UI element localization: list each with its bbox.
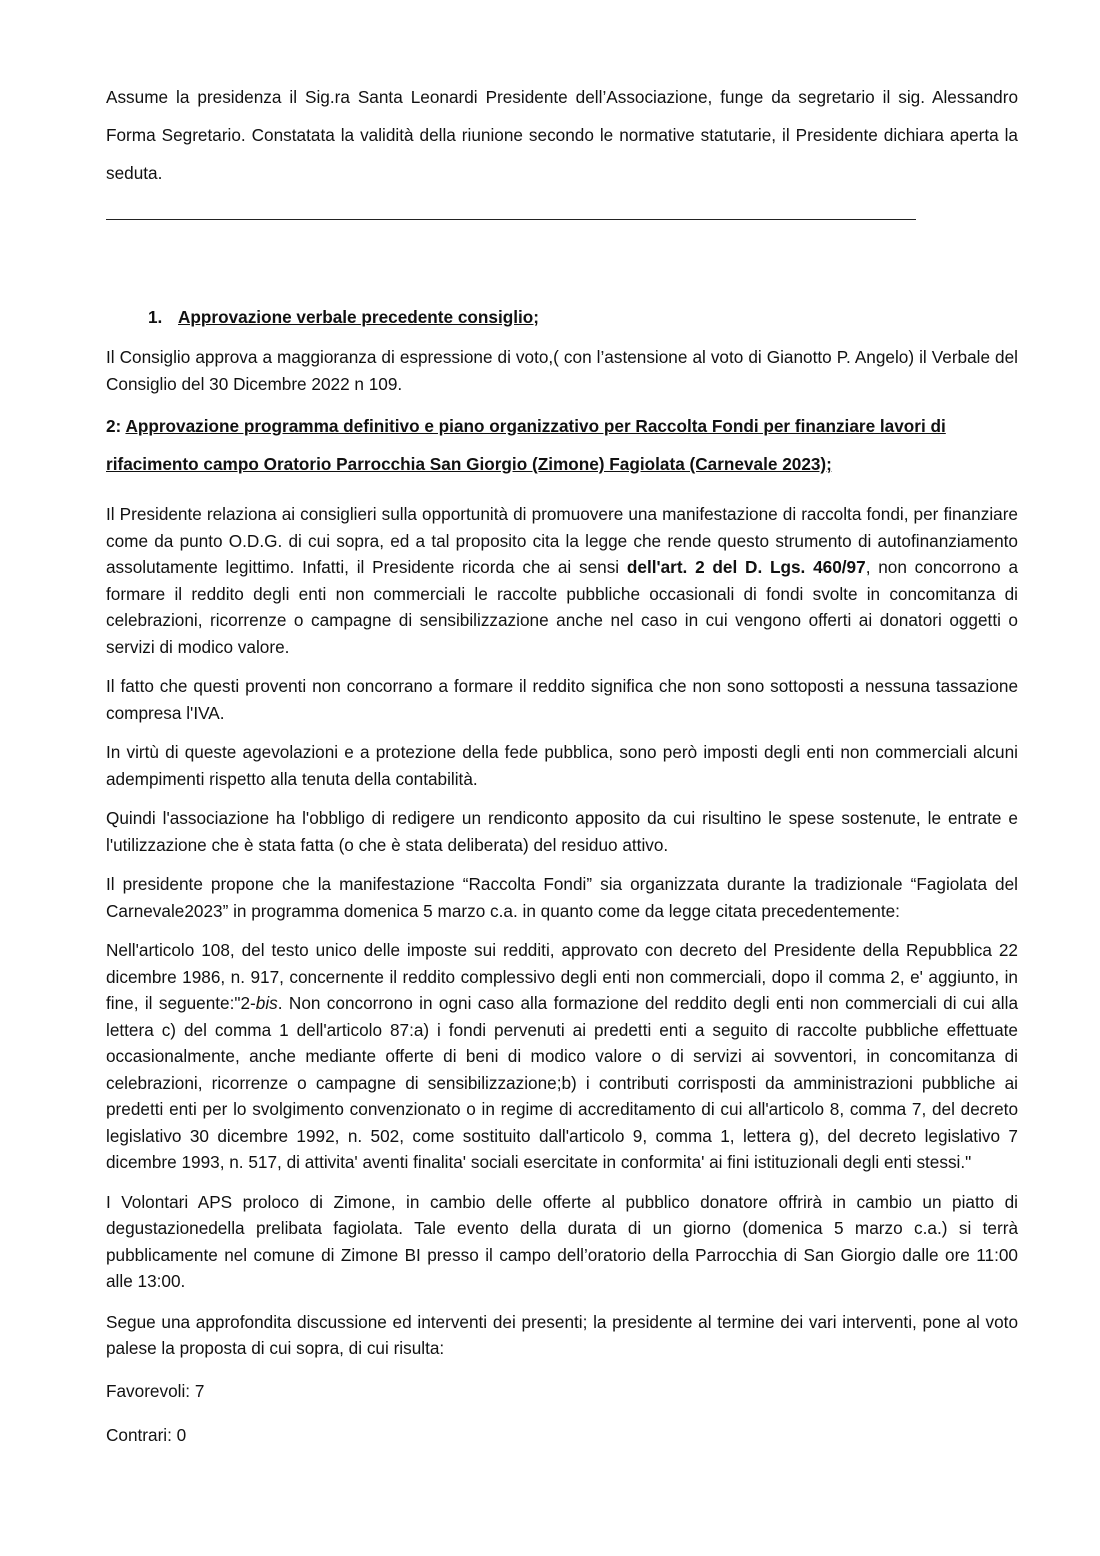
- votes-against: Contrari: 0: [106, 1424, 187, 1445]
- agenda-item-2-number: 2:: [106, 416, 122, 436]
- agenda-item-1-title: Approvazione verbale precedente consiglio;: [178, 307, 540, 327]
- paragraph-law-text: [106, 937, 1018, 1176]
- paragraph-legal-basis: [106, 501, 1018, 660]
- paragraph-accounting: Quindi l'associazione ha l'obbligo di redigere un rendiconto apposito da cui risultino le spese sostenute, le entrate e l'utilizzazione che è stata fatta (o che è stata deliberata) del residuo attivo.: [106, 808, 1018, 855]
- paragraph-legal-basis-start: Il Presidente relaziona ai consiglieri sulla opportunità di promuovere una manifestazione di raccolta fondi, per finanziare come da punto O.D.G. di cui sopra, ed a tal proposito cita la legge che rende questo strumento di autofinanziamento assolutamente legittimo. Infatti, il Presidente ricorda che ai sensi: [106, 504, 1018, 577]
- bis-italic: bis: [255, 993, 278, 1013]
- paragraph-event-details: I Volontari APS proloco di Zimone, in cambio delle offerte al pubblico donatore offrirà in cambio un piatto di degustazionedella prelibata fagiolata. Tale evento della durata di un giorno (domenica 5 marzo c.a.) si terrà pubblicamente nel comune di Zimone BI presso il campo dell’oratorio della Parrocchia di San Giorgio dalle ore 11:00 alle 13:00.: [106, 1191, 1018, 1291]
- law-reference: dell'art. 2 del D. Lgs. 460/97: [626, 557, 866, 577]
- paragraph-legal-basis-end: , non concorrono a formare il reddito degli enti non commerciali le raccolte pubbliche occasionali di fondi svolte in concomitanza di celebrazioni, ricorrenze o campagne di sensibilizzazione anche nel caso in cui vengono offerti ai donatori oggetti o servizi di modico valore.: [106, 557, 1019, 657]
- document-page: [106, 78, 1018, 1448]
- agenda-item-1-number: 1.: [148, 307, 163, 327]
- paragraph-proposal: Il presidente propone che la manifestazione “Raccolta Fondi” sia organizzata durante la tradizionale “Fagiolata del Carnevale2023” in programma domenica 5 marzo c.a. in quanto come da legge citata precedentemente:: [106, 874, 1018, 921]
- agenda-item-2-title: Approvazione programma definitivo e piano organizzativo per Raccolta Fondi per finanziare lavori di rifacimento campo Oratorio Parrocchia San Giorgio (Zimone) Fagiolata (Carnevale 2023);: [106, 416, 946, 474]
- paragraph-law-text-start: Nell'articolo 108, del testo unico delle imposte sui redditi, approvato con decreto del Presidente della Repubblica 22 dicembre 1986, n. 917, concernente il reddito complessivo degli enti non commerciali, dopo il comma 2, e' aggiunto, in fine, il seguente:"2-: [106, 940, 1018, 1013]
- agenda-item-2-heading: [106, 407, 1018, 483]
- paragraph-law-text-end: . Non concorrono in ogni caso alla formazione del reddito degli enti non commerciali di cui alla lettera c) del comma 1 dell'articolo 87:a) i fondi pervenuti ai predetti enti a seguito di raccolte pubbliche effettuate occasionalmente, anche mediante offerte di beni di modico valore o di servizi ai sovventori, in concomitanza di celebrazioni, ricorrenze o campagne di sensibilizzazione;b) i contributi corrisposti da amministrazioni pubbliche ai predetti enti per lo svolgimento convenzionato o in regime di accreditamento di cui all'articolo 8, comma 7, del decreto legislativo 30 dicembre 1992, n. 502, come sostituito dall'articolo 9, comma 1, lettera g), del decreto legislativo 7 dicembre 1993, n. 517, di attivita' aventi finalita' sociali esercitate in conformita' ai fini istituzionali degli enti stessi.": [106, 993, 1018, 1172]
- paragraph-discussion: Segue una approfondita discussione ed interventi dei presenti; la presidente al termine dei vari interventi, pone al voto palese la proposta di cui sopra, di cui risulta:: [106, 1311, 1018, 1358]
- paragraph-obligations: In virtù di queste agevolazioni e a protezione della fede pubblica, sono però imposti degli enti non commerciali alcuni adempimenti rispetto alla tenuta della contabilità.: [106, 742, 1018, 789]
- votes-in-favor: Favorevoli: 7: [106, 1380, 205, 1401]
- agenda-item-1-heading: [106, 304, 1018, 330]
- intro-paragraph: Assume la presidenza il Sig.ra Santa Leonardi Presidente dell’Associazione, funge da segretario il sig. Alessandro Forma Segretario. Constatata la validità della riunione secondo le normative statutarie, il Presidente dichiara aperta la seduta.: [106, 87, 1018, 183]
- separator-line: [106, 218, 916, 220]
- agenda-item-1-text: Il Consiglio approva a maggioranza di espressione di voto,( con l’astensione al voto di Gianotto P. Angelo) il Verbale del Consiglio del 30 Dicembre 2022 n 109.: [106, 347, 1018, 394]
- paragraph-tax-exemption: Il fatto che questi proventi non concorrano a formare il reddito significa che non sono sottoposti a nessuna tassazione compresa l'IVA.: [106, 676, 1018, 723]
